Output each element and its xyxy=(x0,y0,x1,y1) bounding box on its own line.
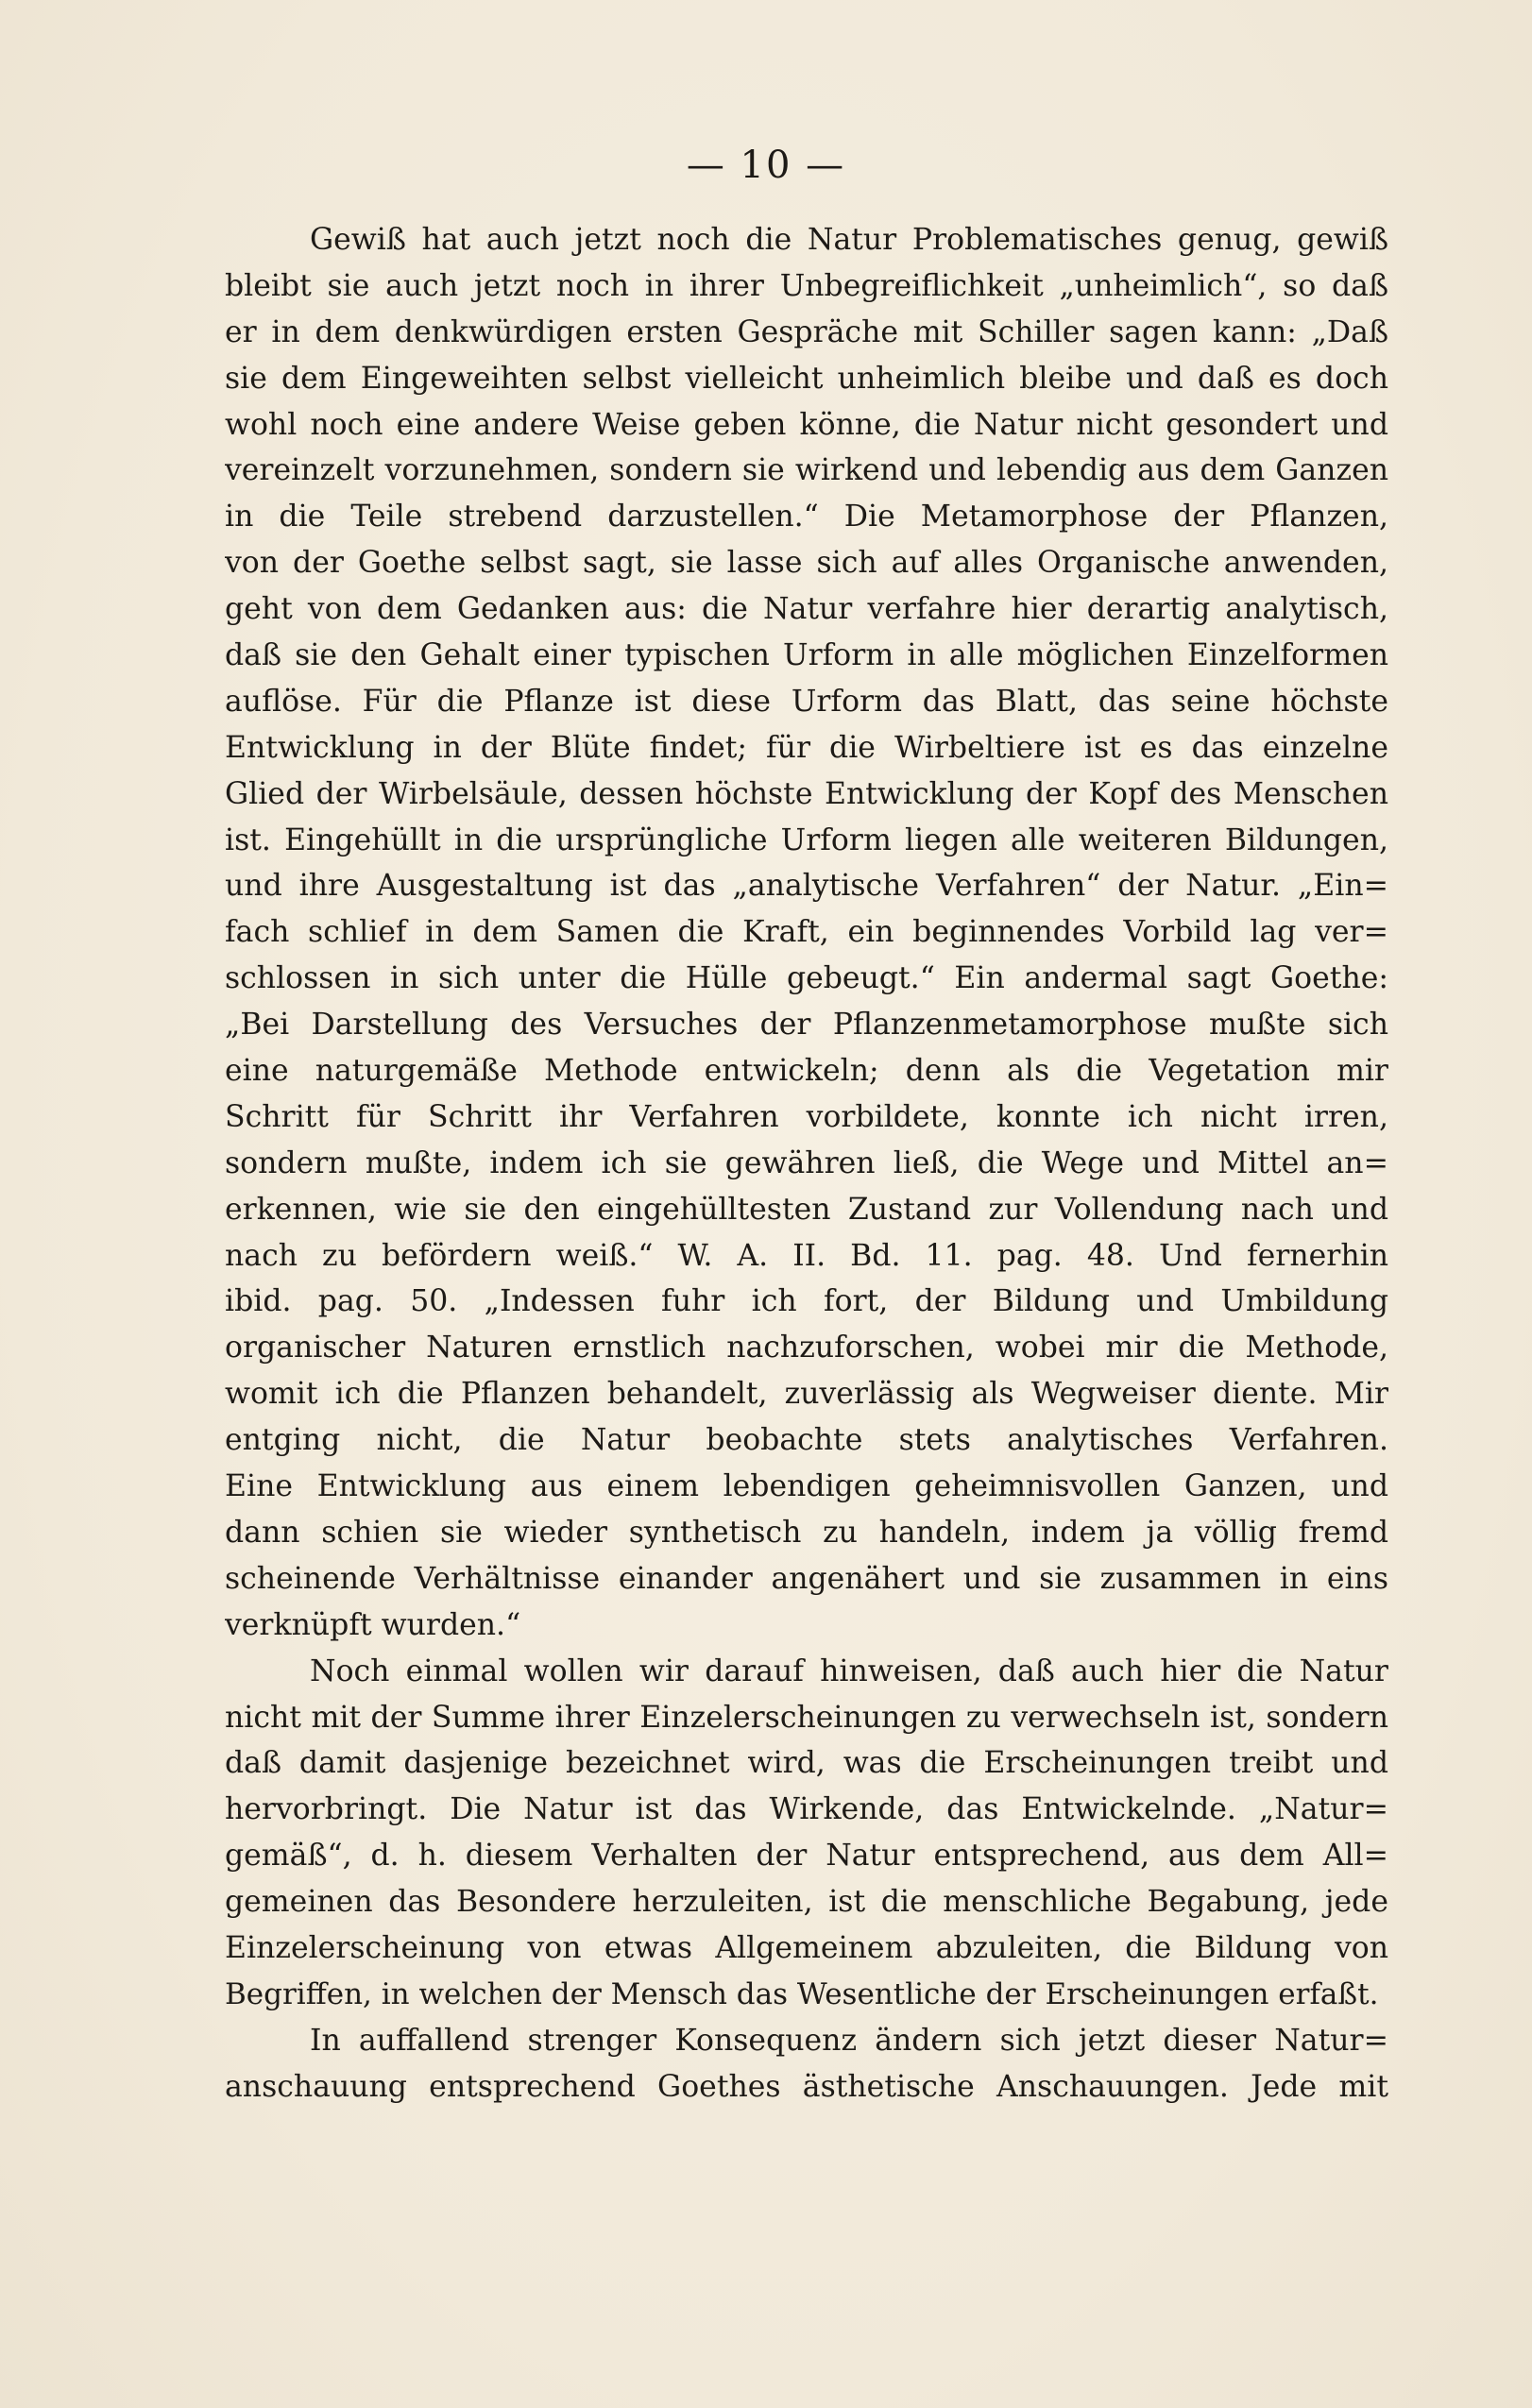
text-line: ist. Eingehüllt in die ursprüngliche Urform liegen alle weiteren Bildungen, xyxy=(225,822,1388,857)
text-line: von der Goethe selbst sagt, sie lasse sich auf alles Organische anwenden, xyxy=(225,546,1388,581)
text-line: Schritt für Schritt ihr Verfahren vorbildete, konnte ich nicht irren, xyxy=(225,1099,1388,1134)
text-line: Noch einmal wollen wir darauf hinweisen, daß auch hier die Natur xyxy=(310,1653,1388,1688)
text-line: Gewiß hat auch jetzt noch die Natur Problematisches genug, gewiß xyxy=(310,223,1388,257)
text-line: scheinende Verhältnisse einander angenähert und sie zusammen in eins xyxy=(225,1561,1388,1596)
text-line: sondern mußte, indem ich sie gewähren ließ, die Wege und Mittel an= xyxy=(225,1145,1388,1180)
text-line: entging nicht, die Natur beobachte stets analytisches Verfahren. xyxy=(225,1423,1388,1458)
text-line: nach zu befördern weiß.“ W. A. II. Bd. 11. pag. 48. Und fernerhin xyxy=(225,1238,1388,1273)
text-line: womit ich die Pflanzen behandelt, zuverlässig als Wegweiser diente. Mir xyxy=(225,1377,1388,1412)
text-line: eine naturgemäße Methode entwickeln; denn als die Vegetation mir xyxy=(225,1054,1388,1089)
text-line: In auffallend strenger Konsequenz ändern sich jetzt dieser Natur= xyxy=(310,2023,1388,2058)
text-line: geht von dem Gedanken aus: die Natur verfahre hier derartig analytisch, xyxy=(225,592,1388,627)
text-line: Eine Entwicklung aus einem lebendigen geheimnisvollen Ganzen, und xyxy=(225,1469,1388,1504)
text-line: daß sie den Gehalt einer typischen Urform in alle möglichen Einzelformen xyxy=(225,638,1388,673)
text-line: er in dem denkwürdigen ersten Gespräche mit Schiller sagen kann: „Daß xyxy=(225,314,1388,349)
text-line: auflöse. Für die Pflanze ist diese Urform das Blatt, das seine höchste xyxy=(225,684,1388,719)
text-line: anschauung entsprechend Goethes ästhetische Anschauungen. Jede mit xyxy=(225,2069,1388,2104)
text-line: Entwicklung in der Blüte findet; für die Wirbeltiere ist es das einzelne xyxy=(225,730,1388,765)
text-line: hervorbringt. Die Natur ist das Wirkende, das Entwickelnde. „Natur= xyxy=(225,1792,1388,1827)
text-line: gemäß“, d. h. diesem Verhalten der Natur entsprechend, aus dem All= xyxy=(225,1839,1388,1874)
text-line: „Bei Darstellung des Versuches der Pflanzenmetamorphose mußte sich xyxy=(225,1008,1388,1043)
text-line: erkennen, wie sie den eingehülltesten Zustand zur Vollendung nach und xyxy=(225,1192,1388,1227)
text-line: dann schien sie wieder synthetisch zu handeln, indem ja völlig fremd xyxy=(225,1515,1388,1550)
text-line: vereinzelt vorzunehmen, sondern sie wirkend und lebendig aus dem Ganzen xyxy=(225,453,1388,488)
body-text xyxy=(225,217,1388,2111)
text-line: wohl noch eine andere Weise geben könne, die Natur nicht gesondert und xyxy=(225,407,1388,442)
text-line: Begriffen, in welchen der Mensch das Wesentliche der Erscheinungen erfaßt. xyxy=(225,1976,1379,2011)
page-number: — 10 — xyxy=(686,144,846,187)
text-line: ibid. pag. 50. „Indessen fuhr ich fort, der Bildung und Umbildung xyxy=(225,1284,1388,1319)
text-line: bleibt sie auch jetzt noch in ihrer Unbegreiflichkeit „unheimlich“, so daß xyxy=(225,268,1388,303)
text-line: Glied der Wirbelsäule, dessen höchste Entwicklung der Kopf des Menschen xyxy=(225,776,1388,811)
text-line: daß damit dasjenige bezeichnet wird, was die Erscheinungen treibt und xyxy=(225,1746,1388,1781)
text-line: Einzelerscheinung von etwas Allgemeinem abzuleiten, die Bildung von xyxy=(225,1930,1388,1965)
text-line: fach schlief in dem Samen die Kraft, ein beginnendes Vorbild lag ver= xyxy=(225,915,1388,950)
text-line: schlossen in sich unter die Hülle gebeugt.“ Ein andermal sagt Goethe: xyxy=(225,961,1388,996)
text-line: nicht mit der Summe ihrer Einzelerscheinungen zu verwechseln ist, sondern xyxy=(225,1700,1388,1735)
text-line: verknüpft wurden.“ xyxy=(225,1607,521,1642)
text-line: sie dem Eingeweihten selbst vielleicht unheimlich bleibe und daß es doch xyxy=(225,361,1388,396)
text-line: und ihre Ausgestaltung ist das „analytische Verfahren“ der Natur. „Ein= xyxy=(225,869,1388,904)
text-line: gemeinen das Besondere herzuleiten, ist die menschliche Begabung, jede xyxy=(225,1885,1388,1920)
text-line: organischer Naturen ernstlich nachzuforschen, wobei mir die Methode, xyxy=(225,1331,1388,1365)
text-line: in die Teile strebend darzustellen.“ Die Metamorphose der Pflanzen, xyxy=(225,500,1388,534)
